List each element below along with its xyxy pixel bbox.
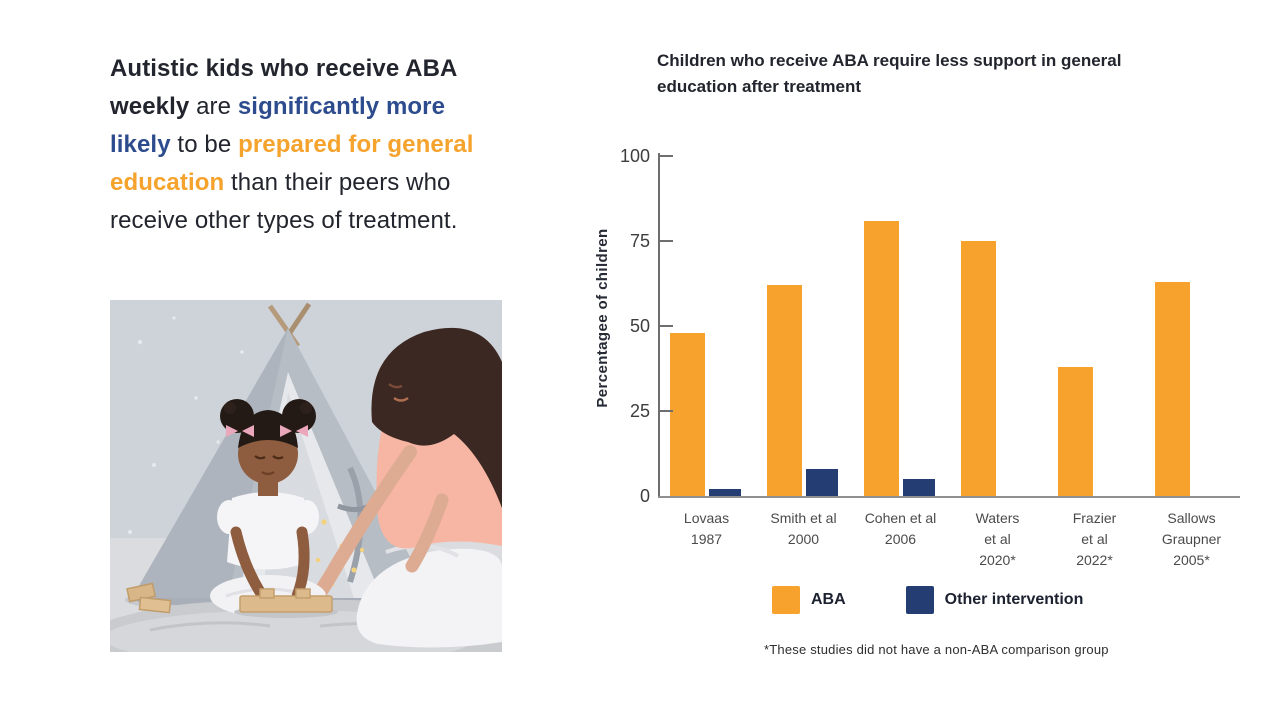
headline-segment-plain: to be (170, 131, 239, 158)
headline-segment-orange: prepared for general education (110, 131, 474, 196)
bar-aba-4 (961, 241, 996, 496)
x-axis-category-2: Smith et al 2000 (770, 510, 837, 547)
bar-aba-2 (767, 285, 802, 496)
headline-segment-bold: Autistic kids who receive ABA weekly (110, 55, 457, 120)
bar-aba-3 (864, 221, 899, 496)
chart-title: Children who receive ABA require less support in general education after treatment (657, 51, 1122, 96)
x-axis-line (658, 496, 1240, 498)
x-axis-category-1: Lovaas 1987 (683, 510, 730, 547)
photo-mother-child-playing (110, 300, 502, 652)
y-tick-label-75: 75 (629, 231, 650, 251)
bar-other-1 (709, 489, 741, 496)
y-tick-label-50: 50 (629, 316, 650, 336)
y-tick-mark-50 (660, 325, 673, 327)
headline-segment-blue: significantly more likely (110, 93, 446, 158)
x-axis-category-6: Sallows Graupner 2005* (1161, 510, 1222, 568)
legend-item-aba (772, 586, 846, 614)
legend-swatch-aba (772, 586, 800, 614)
chart-legend (772, 586, 1083, 614)
legend-label-other: Other intervention (944, 591, 1084, 608)
bar-other-2 (806, 469, 838, 496)
bar-aba-6 (1155, 282, 1190, 496)
y-tick-label-100: 100 (619, 146, 650, 166)
legend-item-other (906, 586, 1084, 614)
y-tick-mark-25 (660, 410, 673, 412)
x-axis-category-5: Frazier et al 2022* (1072, 510, 1117, 568)
y-tick-mark-75 (660, 240, 673, 242)
x-axis-category-3: Cohen et al 2006 (864, 510, 937, 547)
y-tick-label-25: 25 (629, 401, 650, 421)
y-tick-label-0: 0 (639, 486, 650, 506)
bar-aba-5 (1058, 367, 1093, 496)
chart-footnote: *These studies did not have a non-ABA comparison group (764, 642, 1109, 657)
headline-segment-plain: than their peers who receive other types of treatment. (110, 169, 458, 234)
y-tick-mark-100 (660, 155, 673, 157)
x-axis-category-4: Waters et al 2020* (975, 510, 1020, 568)
headline (110, 50, 510, 240)
headline-segment-plain: are (189, 93, 238, 120)
y-axis-title: Percentagee of children (594, 228, 611, 408)
bar-aba-1 (670, 333, 705, 496)
bar-other-3 (903, 479, 935, 496)
legend-swatch-other (906, 586, 934, 614)
bar-chart (592, 140, 1262, 590)
legend-label-aba: ABA (811, 591, 846, 608)
